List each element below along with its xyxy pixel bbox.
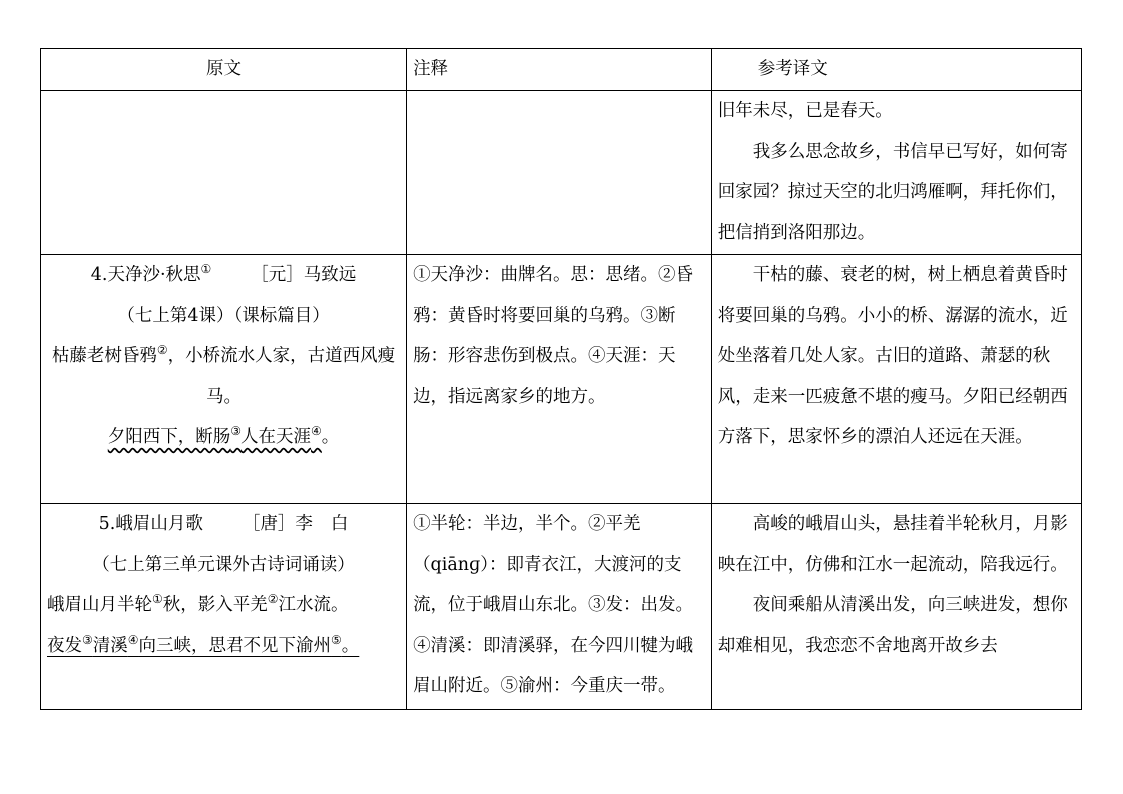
- notes-cell: ①天净沙：曲牌名。思：思绪。②昏鸦：黄昏时将要回巢的乌鸦。③断肠：形容悲伤到极点。④天涯：天边，指远离家乡的地方。: [407, 255, 712, 504]
- note-marker: ①: [152, 592, 163, 607]
- notes-cell: ①半轮：半边，半个。②平羌（qiānɡ）：即青衣江，大渡河的支流，位于峨眉山东北。③发：出发。④清溪：即清溪驿，在今四川犍为峨眉山附近。⑤渝州：今重庆一带。: [407, 504, 712, 710]
- table-row: [41, 91, 1082, 255]
- translation-paragraph: 我多么思念故乡，书信早已写好，如何寄回家园？掠过天空的北归鸿雁啊，拜托你们，把信捎到洛阳那边。: [717, 141, 1068, 243]
- poem-text: 。: [321, 427, 340, 447]
- notes-cell: [407, 91, 712, 255]
- original-cell: [41, 91, 407, 255]
- poem-author: 白: [330, 514, 349, 534]
- poem-text: 峨眉山月半轮: [47, 595, 152, 615]
- header-notes: 注释: [407, 49, 712, 91]
- header-original: 原文: [41, 49, 407, 91]
- translation-paragraph: 夜间乘船从清溪出发，向三峡进发，想你却难相见，我恋恋不舍地离开故乡去: [717, 595, 1068, 656]
- translation-paragraph: 高峻的峨眉山头，悬挂着半轮秋月，月影映在江中，仿佛和江水一起流动，陪我远行。: [717, 514, 1068, 575]
- note-marker: ④: [127, 632, 139, 647]
- header-row: [41, 49, 1082, 91]
- translation-cell: [711, 91, 1081, 255]
- poem-line: [47, 585, 400, 626]
- poem-text-underlined: 夕阳西下，断肠③人在天涯④: [107, 424, 322, 447]
- translation-cell: 干枯的藤、衰老的树，树上栖息着黄昏时将要回巢的乌鸦。小小的桥、潺潺的流水，近处坐落着几处人家。古旧的道路、萧瑟的秋风，走来一匹疲惫不堪的瘦马。夕阳已经朝西方落下，思家怀乡的漂泊人还远在天涯。: [711, 255, 1081, 504]
- poem-text: 秋，影入平羌: [162, 595, 268, 615]
- note-marker: ②: [267, 592, 279, 607]
- poem-text: ，小桥流水人家，古道西风瘦马。: [167, 346, 396, 407]
- translation-paragraph: 旧年未尽，已是春天。: [717, 101, 893, 121]
- poem-title: 5.峨眉山月歌: [98, 514, 203, 534]
- poem-source: （七上第4课）（课标篇目）: [117, 305, 330, 326]
- poem-author: ［唐］李: [242, 514, 313, 534]
- poem-title: 4.天净沙·秋思: [90, 265, 201, 285]
- translation-cell: [711, 504, 1081, 710]
- note-marker: ③: [82, 632, 93, 647]
- poem-author: ［元］马致远: [251, 265, 357, 285]
- note-marker: ⑤: [331, 632, 342, 647]
- poem-line: [47, 336, 400, 417]
- note-marker: ③: [230, 424, 242, 439]
- table-row: [41, 504, 1082, 710]
- note-marker: ④: [311, 424, 322, 439]
- poem-text: 枯藤老树昏鸦: [51, 346, 157, 366]
- note-marker: ②: [156, 343, 168, 358]
- header-translation: 参考译文: [711, 49, 1081, 91]
- original-cell: [41, 255, 407, 504]
- original-cell: [41, 504, 407, 710]
- poem-text-underlined: 夜发③清溪④向三峡，思君不见下渝州⑤。: [47, 632, 360, 656]
- poem-source: （七上第三单元课外古诗词诵读）: [92, 554, 355, 575]
- poem-title-line: [47, 255, 400, 296]
- table-row: [41, 255, 1082, 504]
- poem-line: [47, 626, 400, 667]
- poetry-table: [40, 48, 1082, 710]
- poem-line: [47, 417, 400, 458]
- poem-title-line: [47, 504, 400, 545]
- note-marker: ①: [200, 262, 212, 277]
- poem-text: 江水流。: [278, 595, 349, 615]
